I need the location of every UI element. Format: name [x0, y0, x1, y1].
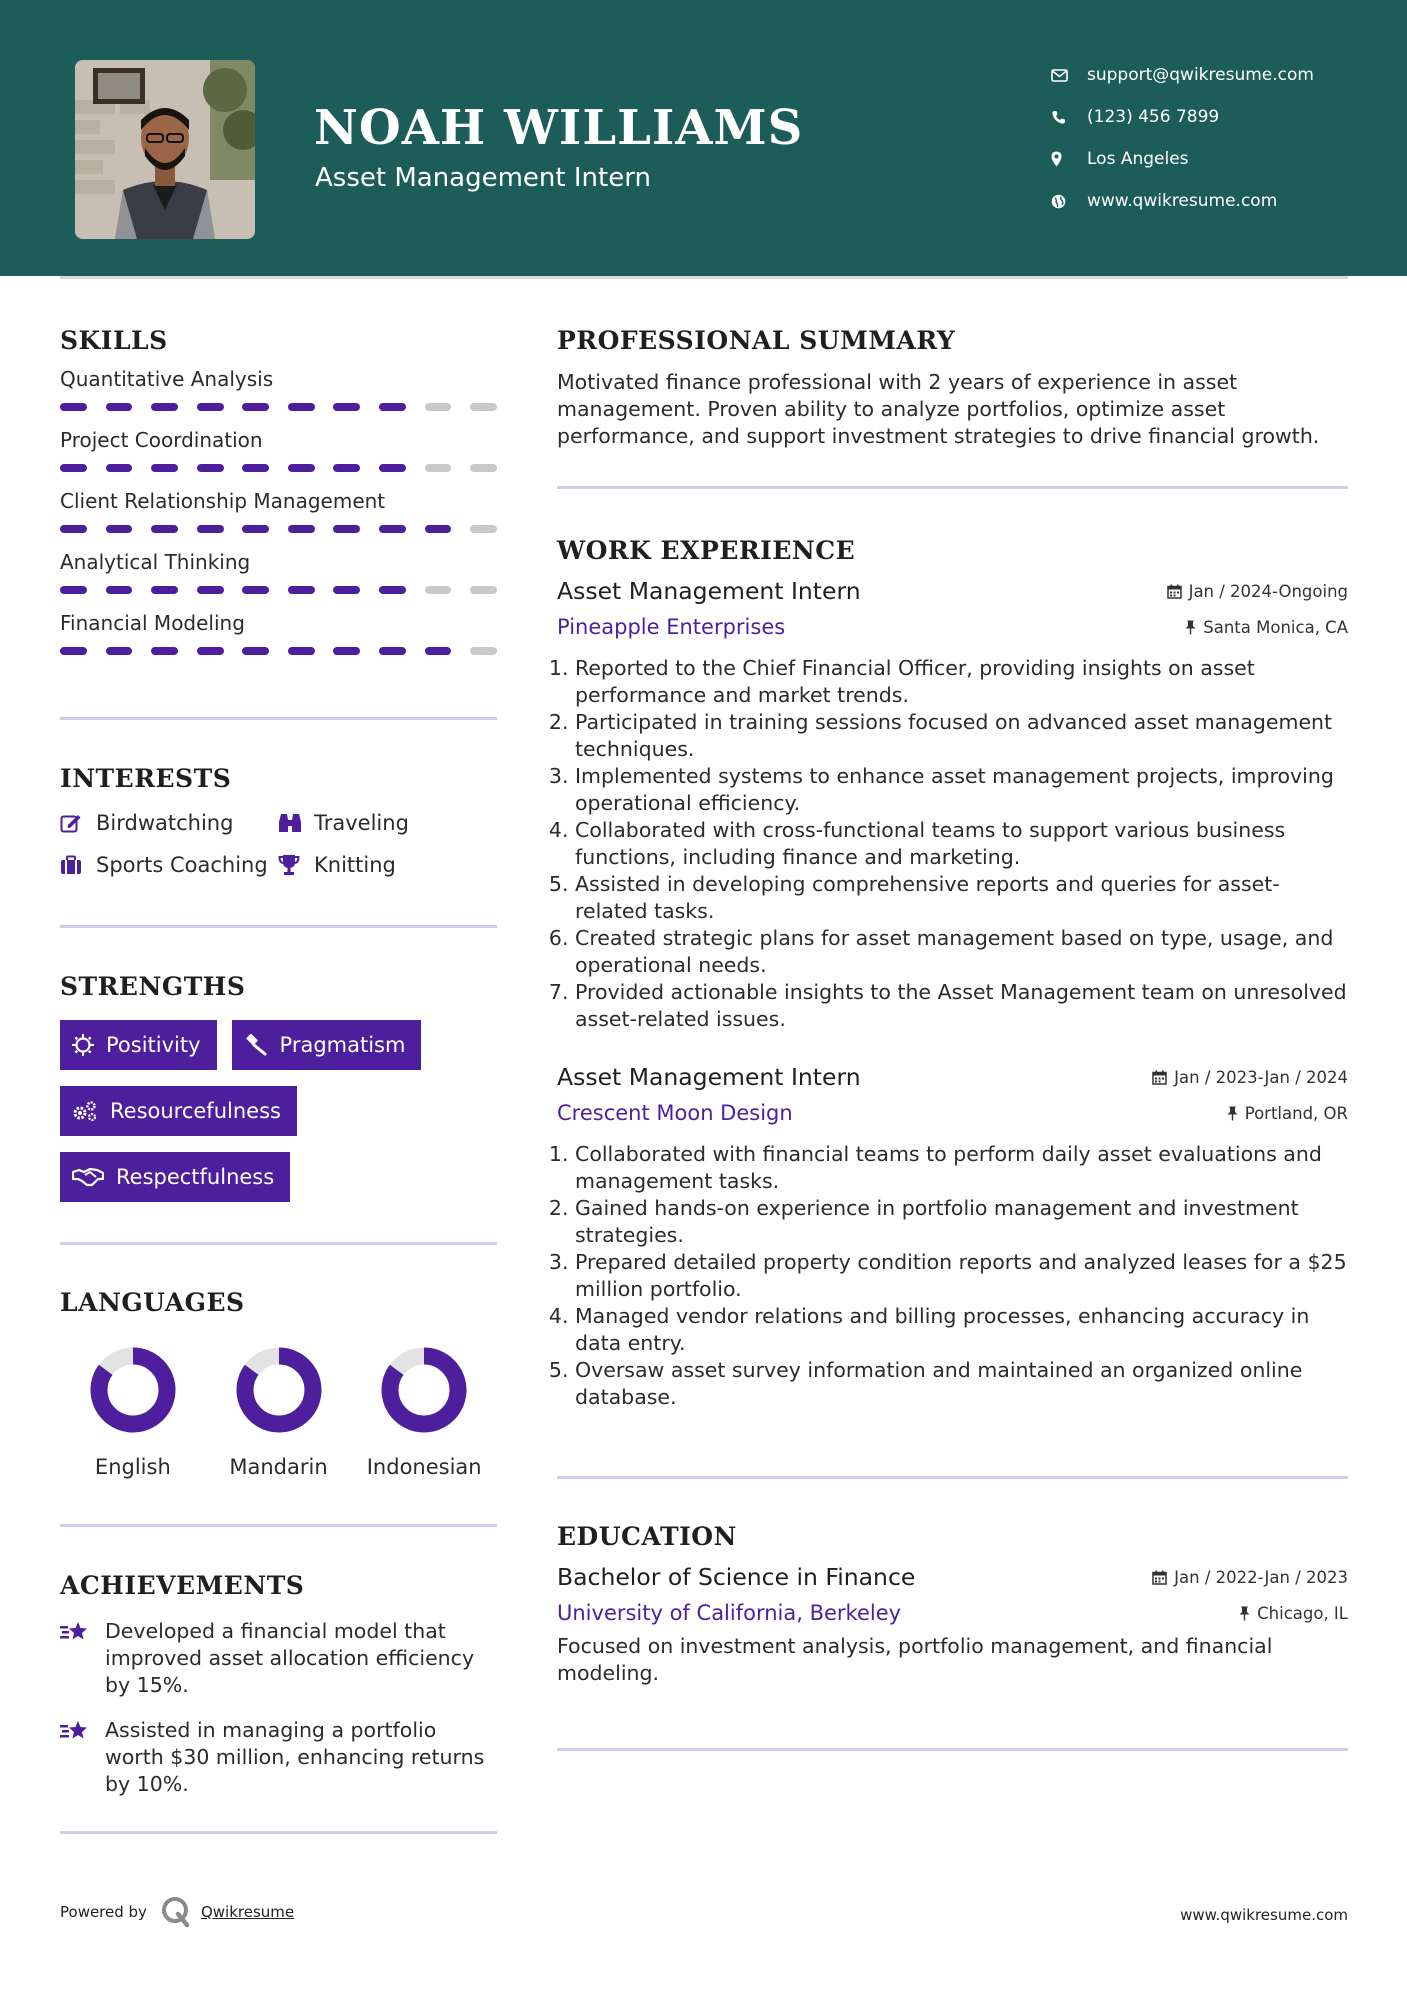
interest-label: Knitting [314, 853, 396, 877]
job-bullet: 5. Oversaw asset survey information and maintained an organized online database. [575, 1357, 1348, 1411]
skill-level-dot [379, 525, 406, 533]
skill-level-dot [470, 647, 497, 655]
skill-level-dot [288, 647, 315, 655]
skill-level-dot [425, 464, 452, 472]
job-bullets [557, 655, 1348, 1033]
pencil-square-icon [60, 813, 96, 833]
education-section [557, 1522, 1348, 1687]
company-name: Crescent Moon Design [557, 1101, 793, 1125]
job-date: Jan / 2023-Jan / 2024 [1174, 1068, 1348, 1087]
divider [60, 717, 497, 720]
job-location: Santa Monica, CA [1203, 617, 1348, 637]
skill-name: Analytical Thinking [60, 550, 251, 574]
language-proficiency-donut [90, 1347, 176, 1433]
job-bullet: 5. Assisted in developing comprehensive reports and queries for asset-related tasks. [575, 871, 1348, 925]
interest-item [60, 853, 278, 877]
interests-section [60, 764, 497, 877]
strength-label: Resourcefulness [110, 1099, 281, 1123]
strengths-section [60, 972, 497, 1202]
skill-level-dot [151, 464, 178, 472]
job-bullet: 2. Gained hands-on experience in portfolio management and investment strategies. [575, 1195, 1348, 1249]
skill-level-dot [151, 403, 178, 411]
skills-list [60, 367, 497, 655]
skill-level-dot [470, 586, 497, 594]
summary-title: PROFESSIONAL SUMMARY [557, 326, 956, 355]
divider [557, 486, 1348, 489]
envelope-icon [1051, 69, 1087, 82]
skill-level-dot [106, 586, 133, 594]
language-item [351, 1347, 497, 1479]
job-title: Asset Management Intern [557, 577, 861, 605]
divider [60, 1524, 497, 1527]
job-location: Portland, OR [1244, 1103, 1348, 1123]
skill-level-bar [60, 403, 497, 411]
language-proficiency-donut [381, 1347, 467, 1433]
skill-level-dot [425, 647, 452, 655]
pushpin-icon [1227, 1106, 1238, 1121]
calendar-icon [1152, 1570, 1167, 1585]
language-name: Indonesian [366, 1455, 482, 1479]
skill-level-dot [333, 403, 360, 411]
candidate-name: NOAH WILLIAMS [314, 100, 804, 156]
education-title: EDUCATION [557, 1522, 737, 1551]
job-bullet: 3. Prepared detailed property condition reports and analyzed leases for a $25 million portfolio. [575, 1249, 1348, 1303]
language-name: English [94, 1455, 171, 1479]
skill-name: Client Relationship Management [60, 489, 386, 513]
contact-list [1051, 54, 1371, 222]
contact-location-text: Los Angeles [1087, 149, 1189, 169]
job-date: Jan / 2024-Ongoing [1188, 582, 1348, 601]
job-entry [557, 577, 1348, 1033]
skill-level-dot [106, 403, 133, 411]
powered-by-label: Powered by [60, 1903, 147, 1921]
skill-level-dot [106, 464, 133, 472]
qwikresume-link[interactable]: Qwikresume [200, 1903, 295, 1921]
achievements-section [60, 1571, 497, 1798]
achievement-item [60, 1717, 497, 1798]
skills-title: SKILLS [60, 326, 168, 355]
job-bullet: 2. Participated in training sessions focused on advanced asset management techniques. [575, 709, 1348, 763]
footer-powered-by [60, 1896, 294, 1928]
gavel-icon [244, 1034, 268, 1056]
languages-list [60, 1347, 497, 1479]
skill-level-dot [151, 525, 178, 533]
skill-item [60, 428, 497, 472]
header-divider [60, 276, 1348, 279]
strength-label: Positivity [106, 1033, 201, 1057]
skill-level-dot [60, 586, 87, 594]
skill-item [60, 550, 497, 594]
company-name: Pineapple Enterprises [557, 615, 786, 639]
globe-icon [1051, 194, 1087, 209]
skills-section [60, 326, 497, 655]
skill-level-dot [425, 403, 452, 411]
job-bullet: 3. Implemented systems to enhance asset management projects, improving operational efficiency. [575, 763, 1348, 817]
skill-level-bar [60, 586, 497, 594]
sun-icon [72, 1034, 94, 1056]
divider [60, 1242, 497, 1245]
language-proficiency-donut [236, 1347, 322, 1433]
strength-chip [60, 1152, 290, 1202]
divider [60, 1831, 497, 1834]
interest-item [278, 811, 497, 835]
summary-text: Motivated finance professional with 2 years of experience in asset management. Proven ability to analyze portfolios, optimize asset performance, and support investment strategies to drive financial growth. [557, 370, 1320, 448]
skill-level-dot [379, 647, 406, 655]
skill-level-dot [242, 403, 269, 411]
skill-level-bar [60, 464, 497, 472]
calendar-icon [1152, 1070, 1167, 1085]
skill-level-dot [242, 586, 269, 594]
resume-header [0, 0, 1407, 276]
job-bullet: 6. Created strategic plans for asset management based on type, usage, and operational needs. [575, 925, 1348, 979]
skill-level-bar [60, 647, 497, 655]
skill-level-dot [197, 464, 224, 472]
skill-level-dot [333, 464, 360, 472]
job-bullets [557, 1141, 1348, 1411]
education-text: Focused on investment analysis, portfolio management, and financial modeling. [557, 1634, 1273, 1685]
degree-title: Bachelor of Science in Finance [557, 1563, 916, 1591]
job-bullet: 4. Collaborated with cross-functional teams to support various business functions, including finance and marketing. [575, 817, 1348, 871]
trophy-icon [278, 854, 314, 876]
divider [557, 1748, 1348, 1751]
summary-section [557, 326, 1348, 450]
contact-website-text: www.qwikresume.com [1087, 191, 1278, 211]
skill-level-dot [333, 647, 360, 655]
briefcase-icon [60, 855, 96, 875]
shooting-star-icon [60, 1717, 105, 1798]
skill-level-dot [288, 464, 315, 472]
interest-label: Traveling [314, 811, 409, 835]
contact-email[interactable] [1051, 54, 1371, 96]
skill-level-dot [333, 586, 360, 594]
language-item [206, 1347, 352, 1479]
interest-item [278, 853, 497, 877]
interests-title: INTERESTS [60, 764, 232, 793]
education-location: Chicago, IL [1257, 1603, 1348, 1623]
skill-level-dot [60, 647, 87, 655]
strength-chip [60, 1086, 297, 1136]
divider [60, 925, 497, 928]
phone-icon [1051, 110, 1087, 125]
skill-level-dot [288, 525, 315, 533]
skill-level-dot [197, 586, 224, 594]
skill-level-dot [470, 464, 497, 472]
experience-section [557, 536, 1348, 1411]
contact-phone[interactable] [1051, 96, 1371, 138]
job-bullet: 7. Provided actionable insights to the Asset Management team on unresolved asset-related issues. [575, 979, 1348, 1033]
interest-label: Birdwatching [96, 811, 234, 835]
skill-name: Quantitative Analysis [60, 367, 274, 391]
skill-level-dot [470, 525, 497, 533]
footer-url[interactable]: www.qwikresume.com [1180, 1906, 1348, 1924]
job-entry [557, 1063, 1348, 1411]
achievements-title: ACHIEVEMENTS [60, 1571, 305, 1600]
skill-level-dot [197, 647, 224, 655]
skill-level-dot [106, 525, 133, 533]
profile-photo [75, 60, 255, 239]
strengths-title: STRENGTHS [60, 972, 246, 1001]
pushpin-icon [1239, 1606, 1250, 1621]
map-marker-icon [1051, 151, 1087, 167]
pushpin-icon [1185, 620, 1196, 635]
skill-level-bar [60, 525, 497, 533]
languages-title: LANGUAGES [60, 1288, 245, 1317]
qwikresume-logo-icon [161, 1896, 191, 1928]
skill-name: Project Coordination [60, 428, 263, 452]
candidate-role: Asset Management Intern [315, 163, 651, 193]
skill-level-dot [151, 647, 178, 655]
skill-level-dot [379, 464, 406, 472]
language-name: Mandarin [229, 1455, 328, 1479]
job-bullet: 1. Reported to the Chief Financial Officer, providing insights on asset performance and market trends. [575, 655, 1348, 709]
skill-name: Financial Modeling [60, 611, 245, 635]
skill-level-dot [288, 403, 315, 411]
school-name: University of California, Berkeley [557, 1601, 902, 1625]
skill-level-dot [60, 525, 87, 533]
skill-level-dot [379, 403, 406, 411]
skill-level-dot [60, 464, 87, 472]
contact-phone-text: (123) 456 7899 [1087, 107, 1220, 127]
job-title: Asset Management Intern [557, 1063, 861, 1091]
job-bullet: 1. Collaborated with financial teams to perform daily asset evaluations and management tasks. [575, 1141, 1348, 1195]
skill-level-dot [425, 586, 452, 594]
divider [557, 1476, 1348, 1479]
achievement-text: Developed a financial model that improved asset allocation efficiency by 15%. [105, 1619, 475, 1697]
strength-chip [60, 1020, 217, 1070]
achievement-text: Assisted in managing a portfolio worth $30 million, enhancing returns by 10%. [105, 1718, 485, 1796]
skill-level-dot [333, 525, 360, 533]
skill-level-dot [106, 647, 133, 655]
skill-level-dot [242, 525, 269, 533]
skill-level-dot [242, 647, 269, 655]
skill-item [60, 611, 497, 655]
strength-label: Pragmatism [279, 1033, 406, 1057]
experience-title: WORK EXPERIENCE [557, 536, 856, 565]
interest-label: Sports Coaching [96, 853, 268, 877]
contact-location [1051, 138, 1371, 180]
gears-icon [72, 1100, 98, 1122]
skill-level-dot [425, 525, 452, 533]
strength-chip [232, 1020, 422, 1070]
skill-level-dot [470, 403, 497, 411]
calendar-icon [1167, 584, 1182, 599]
skill-level-dot [60, 403, 87, 411]
job-bullet: 4. Managed vendor relations and billing processes, enhancing accuracy in data entry. [575, 1303, 1348, 1357]
contact-website[interactable] [1051, 180, 1371, 222]
skill-item [60, 489, 497, 533]
skill-level-dot [242, 464, 269, 472]
binoculars-icon [278, 812, 314, 834]
interest-item [60, 811, 278, 835]
education-date: Jan / 2022-Jan / 2023 [1174, 1568, 1348, 1587]
skill-item [60, 367, 497, 411]
achievement-item [60, 1618, 497, 1699]
skill-level-dot [197, 525, 224, 533]
languages-section [60, 1288, 497, 1479]
handshake-icon [72, 1167, 104, 1187]
skill-level-dot [288, 586, 315, 594]
skill-level-dot [197, 403, 224, 411]
shooting-star-icon [60, 1618, 105, 1699]
contact-email-text: support@qwikresume.com [1087, 65, 1314, 85]
skill-level-dot [379, 586, 406, 594]
strength-label: Respectfulness [116, 1165, 275, 1189]
language-item [60, 1347, 206, 1479]
skill-level-dot [151, 586, 178, 594]
